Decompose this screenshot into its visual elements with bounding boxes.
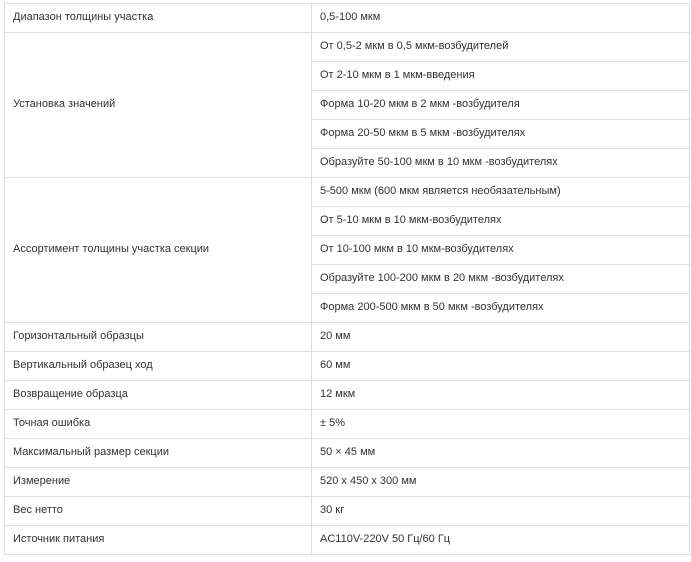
spec-label: Максимальный размер секции — [5, 439, 312, 468]
table-row — [5, 381, 690, 410]
spec-value: От 10-100 мкм в 10 мкм-возбудителях — [312, 236, 690, 265]
spec-value: 0,5-100 мкм — [312, 4, 690, 33]
table-row — [5, 33, 690, 62]
spec-value: 60 мм — [312, 352, 690, 381]
spec-value: От 5-10 мкм в 10 мкм-возбудителях — [312, 207, 690, 236]
spec-label: Возвращение образца — [5, 381, 312, 410]
spec-value: От 2-10 мкм в 1 мкм-введения — [312, 62, 690, 91]
spec-label: Установка значений — [5, 33, 312, 178]
spec-label: Горизонтальный образцы — [5, 323, 312, 352]
spec-label: Вертикальный образец ход — [5, 352, 312, 381]
table-row — [5, 352, 690, 381]
spec-value: 30 кг — [312, 497, 690, 526]
spec-value: Образуйте 100-200 мкм в 20 мкм -возбудителях — [312, 265, 690, 294]
spec-value: 20 мм — [312, 323, 690, 352]
table-row — [5, 4, 690, 33]
spec-value: Форма 200-500 мкм в 50 мкм -возбудителях — [312, 294, 690, 323]
spec-value: AC110V-220V 50 Гц/60 Гц — [312, 526, 690, 555]
table-row — [5, 410, 690, 439]
specifications-table-body — [5, 4, 690, 555]
spec-value: Образуйте 50-100 мкм в 10 мкм -возбудителях — [312, 149, 690, 178]
spec-value: 12 мкм — [312, 381, 690, 410]
spec-label: Источник питания — [5, 526, 312, 555]
table-row — [5, 526, 690, 555]
specifications-table — [4, 3, 690, 555]
table-row — [5, 323, 690, 352]
spec-label: Диапазон толщины участка — [5, 4, 312, 33]
table-row — [5, 439, 690, 468]
spec-label: Измерение — [5, 468, 312, 497]
spec-label: Вес нетто — [5, 497, 312, 526]
spec-value: От 0,5-2 мкм в 0,5 мкм-возбудителей — [312, 33, 690, 62]
spec-value: 5-500 мкм (600 мкм является необязательным) — [312, 178, 690, 207]
table-row — [5, 468, 690, 497]
spec-value: Форма 10-20 мкм в 2 мкм -возбудителя — [312, 91, 690, 120]
spec-value: 50 × 45 мм — [312, 439, 690, 468]
spec-value: 520 х 450 х 300 мм — [312, 468, 690, 497]
table-row — [5, 178, 690, 207]
spec-value: Форма 20-50 мкм в 5 мкм -возбудителях — [312, 120, 690, 149]
spec-label: Ассортимент толщины участка секции — [5, 178, 312, 323]
spec-label: Точная ошибка — [5, 410, 312, 439]
spec-value: ± 5% — [312, 410, 690, 439]
table-row — [5, 497, 690, 526]
